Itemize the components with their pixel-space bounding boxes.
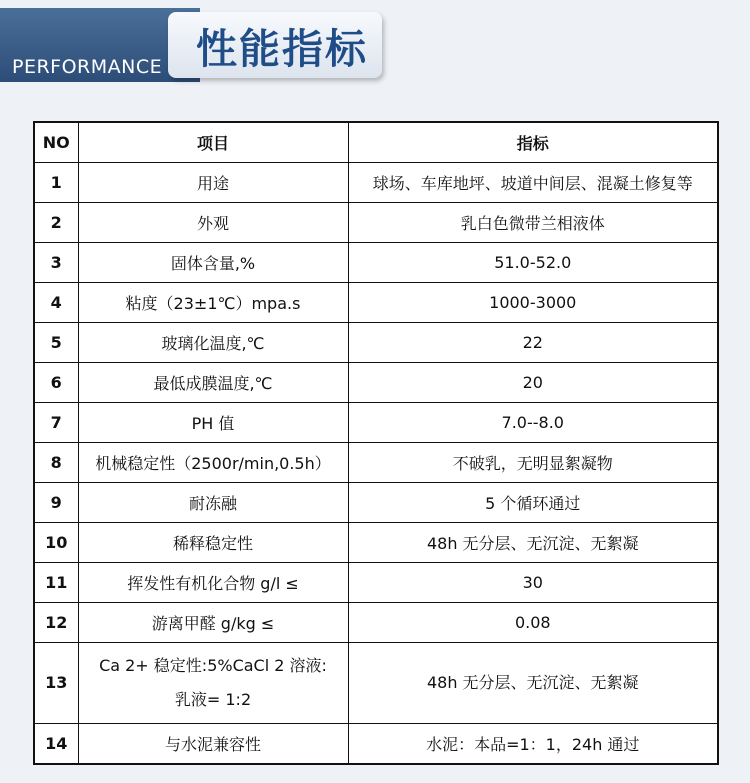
row-item: 最低成膜温度,℃: [78, 363, 348, 403]
row-item: 固体含量,%: [78, 243, 348, 283]
row-number: 5: [34, 323, 78, 363]
row-item: 与水泥兼容性: [78, 724, 348, 765]
row-item: 粘度（23±1℃）mpa.s: [78, 283, 348, 323]
row-number: 14: [34, 724, 78, 765]
row-item: 挥发性有机化合物 g/l ≤: [78, 563, 348, 603]
row-spec: 30: [348, 563, 718, 603]
table-row: [34, 724, 718, 765]
table-header-row: [34, 122, 718, 163]
row-spec: 水泥：本品=1：1，24h 通过: [348, 724, 718, 765]
row-number: 6: [34, 363, 78, 403]
table-row: [34, 563, 718, 603]
table-row: [34, 363, 718, 403]
row-item: 耐冻融: [78, 483, 348, 523]
row-item: 稀释稳定性: [78, 523, 348, 563]
row-item: [78, 643, 348, 724]
table-row: [34, 603, 718, 643]
performance-table: [33, 121, 719, 765]
banner-english-title: PERFORMANCE: [12, 56, 163, 78]
row-item: 玻璃化温度,℃: [78, 323, 348, 363]
row-item: 游离甲醛 g/kg ≤: [78, 603, 348, 643]
row-spec: 7.0--8.0: [348, 403, 718, 443]
row-item-line2: 乳液= 1:2: [174, 690, 252, 709]
table-row: [34, 283, 718, 323]
table-row: [34, 163, 718, 203]
header-banner: [0, 0, 750, 90]
row-spec: 5 个循环通过: [348, 483, 718, 523]
row-number: 1: [34, 163, 78, 203]
row-item: 外观: [78, 203, 348, 243]
table-row: [34, 523, 718, 563]
table-row: [34, 323, 718, 363]
row-spec: 20: [348, 363, 718, 403]
table-row: [34, 643, 718, 724]
row-item-line1: Ca 2+ 稳定性:5%CaCl 2 溶液:: [99, 656, 327, 675]
row-spec: 48h 无分层、无沉淀、无絮凝: [348, 643, 718, 724]
row-number: 7: [34, 403, 78, 443]
performance-table-container: [33, 121, 717, 765]
row-number: 4: [34, 283, 78, 323]
row-spec: 48h 无分层、无沉淀、无絮凝: [348, 523, 718, 563]
row-spec: 球场、车库地坪、坡道中间层、混凝土修复等: [348, 163, 718, 203]
row-spec: 乳白色微带兰相液体: [348, 203, 718, 243]
header-spec: 指标: [348, 122, 718, 163]
header-no: NO: [34, 122, 78, 163]
table-row: [34, 443, 718, 483]
row-spec: 51.0-52.0: [348, 243, 718, 283]
row-item: 机械稳定性（2500r/min,0.5h）: [78, 443, 348, 483]
row-number: 2: [34, 203, 78, 243]
table-row: [34, 203, 718, 243]
row-item: PH 值: [78, 403, 348, 443]
table-row: [34, 403, 718, 443]
row-number: 10: [34, 523, 78, 563]
row-number: 3: [34, 243, 78, 283]
row-number: 12: [34, 603, 78, 643]
row-spec: 22: [348, 323, 718, 363]
row-number: 8: [34, 443, 78, 483]
row-item: 用途: [78, 163, 348, 203]
header-item: 项目: [78, 122, 348, 163]
row-spec: 1000-3000: [348, 283, 718, 323]
row-number: 9: [34, 483, 78, 523]
table-row: [34, 243, 718, 283]
row-number: 11: [34, 563, 78, 603]
row-spec: 不破乳，无明显絮凝物: [348, 443, 718, 483]
table-row: [34, 483, 718, 523]
row-number: 13: [34, 643, 78, 724]
banner-chinese-title: 性能指标: [196, 25, 368, 73]
row-spec: 0.08: [348, 603, 718, 643]
